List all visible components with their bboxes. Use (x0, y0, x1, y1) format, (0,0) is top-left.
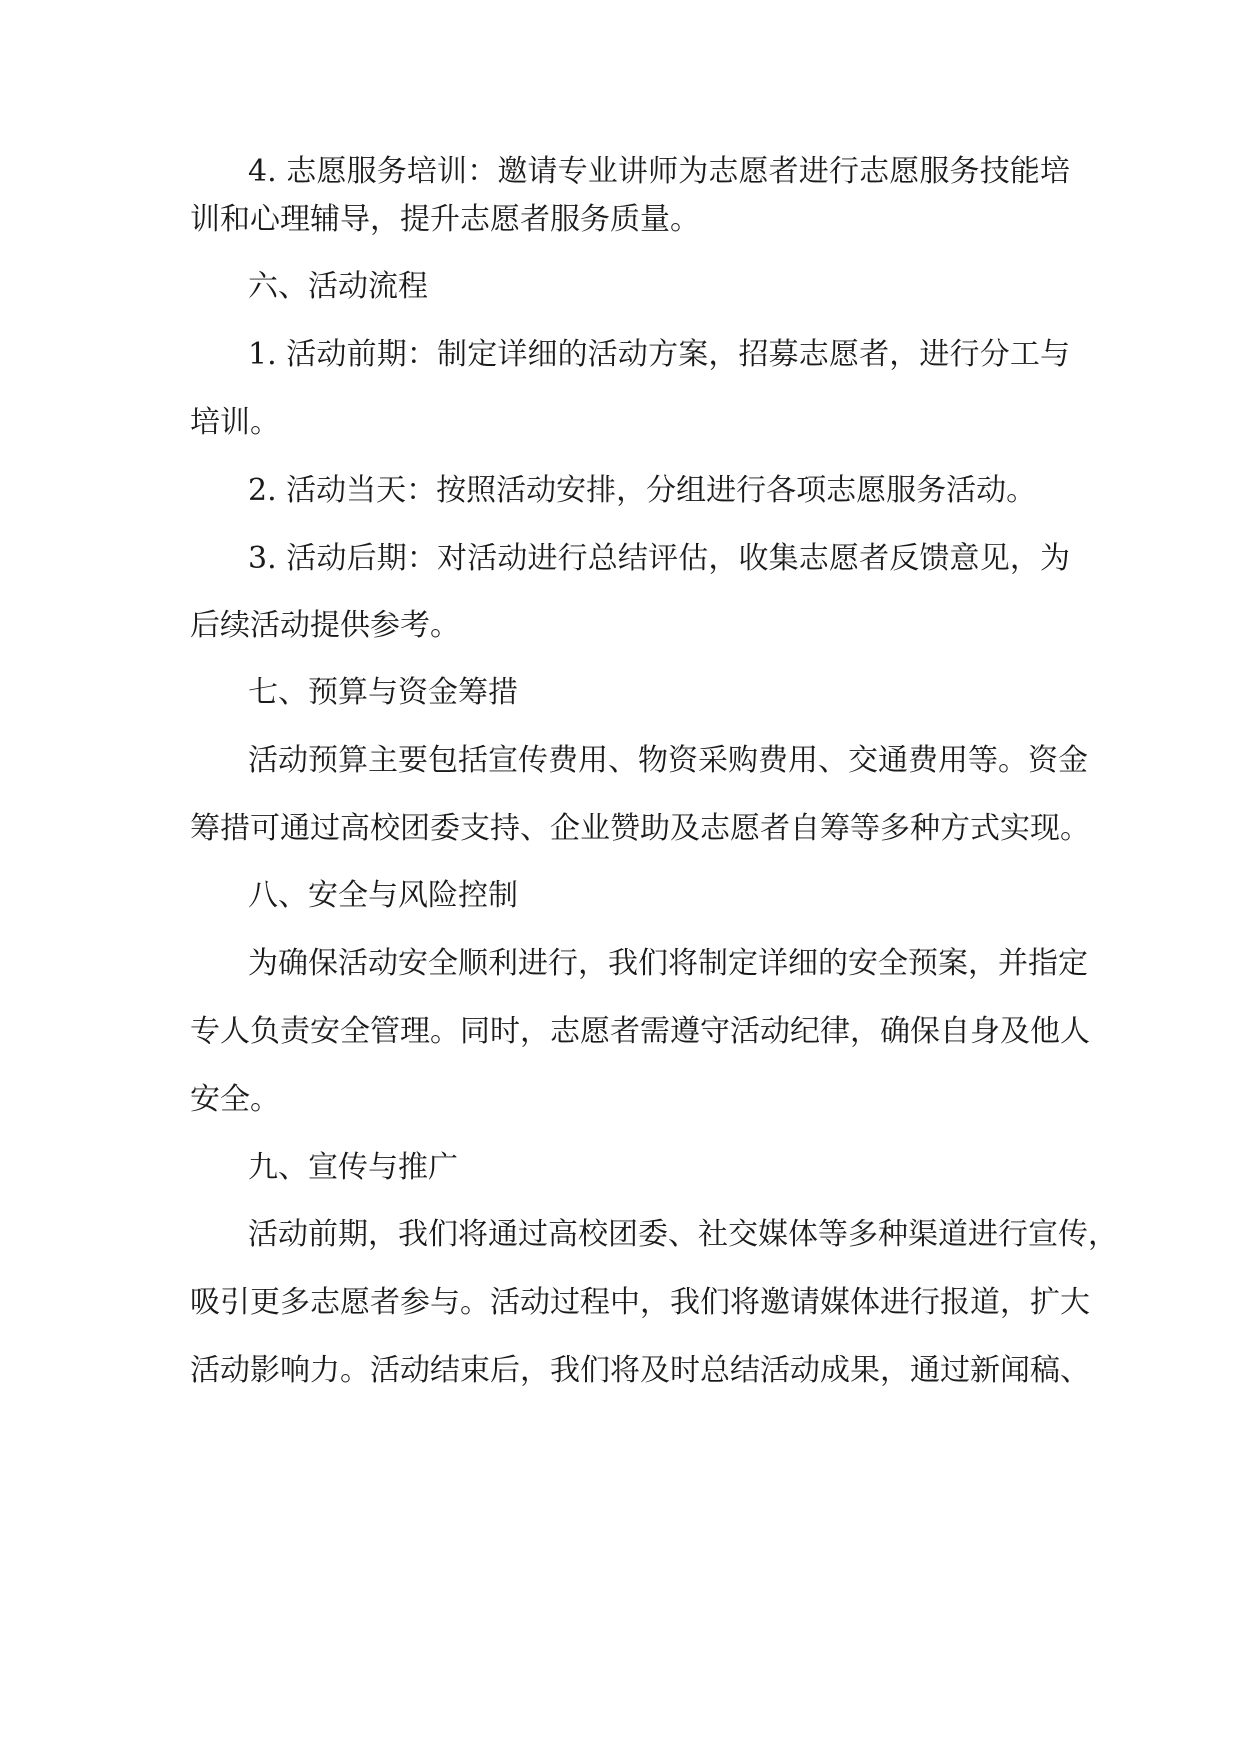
section-heading-promotion: 九、宣传与推广 (248, 1150, 458, 1185)
paragraph-budget-line-2: 筹措可通过高校团委支持、企业赞助及志愿者自筹等多种方式实现。 (190, 811, 1090, 846)
section-heading-safety: 八、安全与风险控制 (248, 878, 518, 913)
list-item-pre-activity-line-2: 培训。 (190, 405, 280, 440)
paragraph-promotion-line-3: 活动影响力。活动结束后，我们将及时总结活动成果，通过新闻稿、 (190, 1353, 1090, 1388)
section-heading-budget: 七、预算与资金筹措 (248, 675, 518, 710)
list-item-activity-day: 2. 活动当天：按照活动安排，分组进行各项志愿服务活动。 (248, 473, 1037, 508)
paragraph-budget-line-1: 活动预算主要包括宣传费用、物资采购费用、交通费用等。资金 (248, 743, 1088, 778)
paragraph-safety-line-3: 安全。 (190, 1082, 280, 1117)
paragraph-safety-line-1: 为确保活动安全顺利进行，我们将制定详细的安全预案，并指定 (248, 946, 1088, 981)
paragraph-safety-line-2: 专人负责安全管理。同时，志愿者需遵守活动纪律，确保自身及他人 (190, 1014, 1090, 1049)
list-item-post-activity-line-2: 后续活动提供参考。 (190, 608, 460, 643)
paragraph-promotion-line-2: 吸引更多志愿者参与。活动过程中，我们将邀请媒体进行报道，扩大 (190, 1285, 1090, 1320)
paragraph-promotion-line-1: 活动前期，我们将通过高校团委、社交媒体等多种渠道进行宣传， (248, 1217, 1118, 1252)
list-item-pre-activity-line-1: 1. 活动前期：制定详细的活动方案，招募志愿者，进行分工与 (248, 337, 1070, 372)
list-item-training-line-2: 训和心理辅导，提升志愿者服务质量。 (190, 202, 700, 237)
list-item-training-line-1: 4. 志愿服务培训：邀请专业讲师为志愿者进行志愿服务技能培 (248, 154, 1070, 189)
list-item-post-activity-line-1: 3. 活动后期：对活动进行总结评估，收集志愿者反馈意见，为 (248, 541, 1070, 576)
section-heading-process: 六、活动流程 (248, 269, 428, 304)
